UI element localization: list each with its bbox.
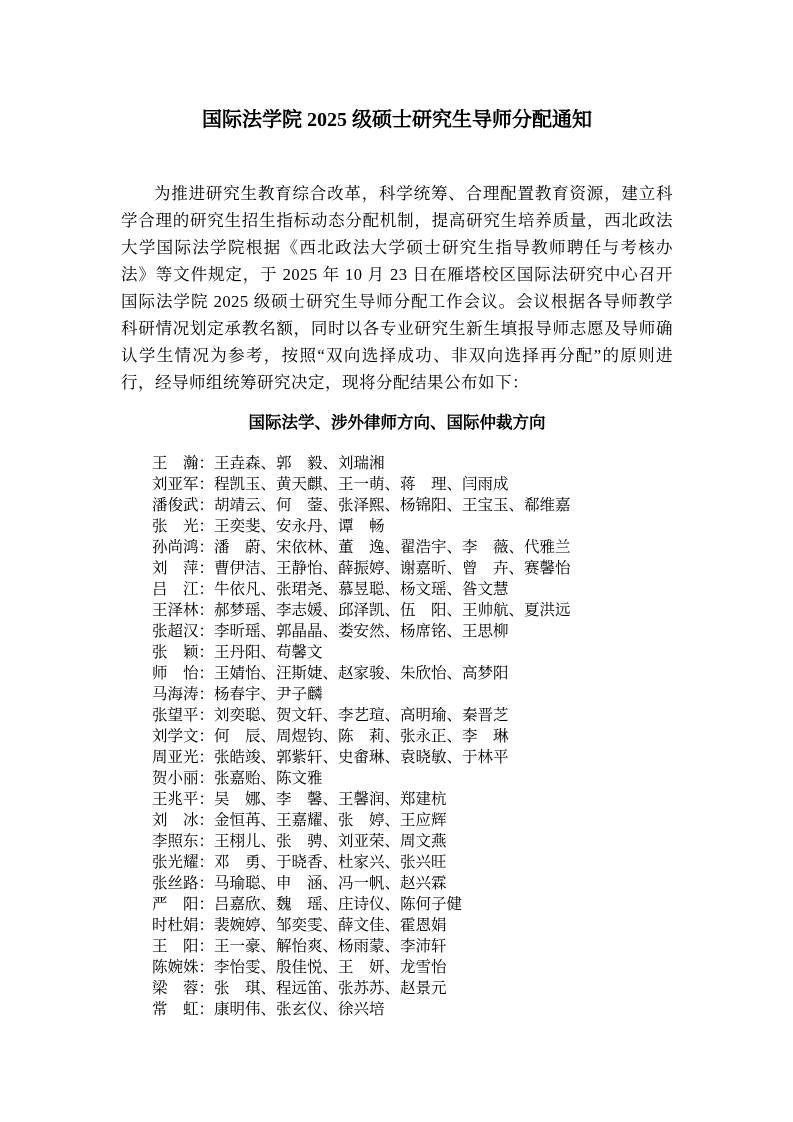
assignment-colon: ： — [198, 728, 215, 745]
assignment-row — [152, 957, 673, 978]
advisor-name: 贺小丽 — [152, 770, 199, 787]
assignment-row — [152, 789, 673, 810]
advisor-name: 吕 江 — [152, 581, 199, 598]
student-names: 曹伊洁、王静怡、薛振婷、谢嘉昕、曾 卉、赛馨怡 — [214, 560, 571, 577]
advisor-name: 周亚光 — [152, 749, 199, 766]
assignment-colon: ： — [198, 581, 215, 598]
advisor-name: 陈婉姝 — [152, 959, 199, 976]
advisor-name: 李照东 — [152, 833, 199, 850]
student-names: 何 辰、周煜钧、陈 莉、张永正、李 琳 — [214, 728, 509, 745]
assignment-row — [152, 747, 673, 768]
advisor-name: 张 光 — [152, 518, 199, 535]
assignment-colon: ： — [198, 623, 215, 640]
student-names: 王栩儿、张 骋、刘亚荣、周文燕 — [214, 833, 447, 850]
student-names: 吴 娜、李 馨、王馨润、郑建杭 — [214, 791, 447, 808]
student-names: 裴婉婷、邹奕雯、薛文佳、霍恩娟 — [214, 917, 447, 934]
student-names: 张皓竣、郭紫轩、史畬琳、袁晓敏、于林平 — [214, 749, 509, 766]
assignment-row — [152, 978, 673, 999]
student-names: 张嘉贻、陈文雅 — [214, 770, 323, 787]
advisor-name: 刘 冰 — [152, 812, 199, 829]
student-names: 吕嘉欣、魏 瑶、庄诗仪、陈何子健 — [214, 896, 463, 913]
advisor-name: 潘俊武 — [152, 497, 199, 514]
body-paragraph: 为推进研究生教育综合改革，科学统筹、合理配置教育资源，建立科学合理的研究生招生指标动态分配机制，提高研究生培养质量，西北政法大学国际法学院根据《西北政法大学硕士研究生指导教师聘任与考核办法》等文件规定，于 2025 年 10 月 23 日在雁塔校区国际法研究中心召开国际法学院 2025 级硕士研究生导师分配工作会议。会议根据各导师教学科研情况划定承教名额，同时以各专业研究生新生填报导师志愿及导师确认学生情况为参考，按照“双向选择成功、非双向选择再分配”的原则进行，经导师组统筹研究决定，现将分配结果公布如下： — [121, 184, 673, 392]
assignment-colon: ： — [198, 497, 215, 514]
assignment-colon: ： — [198, 455, 215, 472]
advisor-name: 严 阳 — [152, 896, 199, 913]
student-names: 牛依凡、张珺尧、慕昱聪、杨文瑶、昝文慧 — [214, 581, 509, 598]
assignment-colon: ： — [198, 812, 215, 829]
assignment-row — [152, 600, 673, 621]
assignment-colon: ： — [198, 665, 215, 682]
advisor-name: 王 瀚 — [152, 455, 199, 472]
assignment-colon: ： — [198, 707, 215, 724]
advisor-name: 王泽林 — [152, 602, 199, 619]
assignment-list — [152, 453, 673, 1020]
assignment-colon: ： — [198, 560, 215, 577]
assignment-row — [152, 852, 673, 873]
advisor-name: 刘 萍 — [152, 560, 199, 577]
advisor-name: 张望平 — [152, 707, 199, 724]
advisor-name: 梁 蓉 — [152, 980, 199, 997]
assignment-row — [152, 768, 673, 789]
assignment-row — [152, 663, 673, 684]
assignment-colon: ： — [198, 770, 215, 787]
advisor-name: 王兆平 — [152, 791, 199, 808]
student-names: 金恒苒、王嘉耀、张 婷、王应辉 — [214, 812, 447, 829]
advisor-name: 刘亚军 — [152, 476, 199, 493]
student-names: 马瑜聪、申 涵、冯一帆、赵兴霖 — [214, 875, 447, 892]
assignment-row — [152, 516, 673, 537]
student-names: 王垚森、郭 毅、刘瑞湘 — [214, 455, 385, 472]
assignment-row — [152, 642, 673, 663]
assignment-colon: ： — [198, 854, 215, 871]
assignment-colon: ： — [198, 938, 215, 955]
assignment-colon: ： — [198, 1001, 215, 1018]
student-names: 李昕瑶、郭晶晶、娄安然、杨席铭、王思柳 — [214, 623, 509, 640]
assignment-colon: ： — [198, 833, 215, 850]
assignment-row — [152, 831, 673, 852]
assignment-row — [152, 936, 673, 957]
assignment-colon: ： — [198, 749, 215, 766]
student-names: 王婧怡、汪斯婕、赵家骏、朱欣怡、高梦阳 — [214, 665, 509, 682]
advisor-name: 张 颖 — [152, 644, 199, 661]
advisor-name: 师 怡 — [152, 665, 199, 682]
assignment-colon: ： — [198, 791, 215, 808]
document-title: 国际法学院 2025 级硕士研究生导师分配通知 — [202, 109, 592, 131]
assignment-colon: ： — [198, 959, 215, 976]
advisor-name: 马海涛 — [152, 686, 199, 703]
student-names: 邓 勇、于晓香、杜家兴、张兴旺 — [214, 854, 447, 871]
assignment-colon: ： — [198, 539, 215, 556]
student-names: 刘奕聪、贺文轩、李艺瑄、高明瑜、秦晋芝 — [214, 707, 509, 724]
assignment-colon: ： — [198, 602, 215, 619]
assignment-colon: ： — [198, 476, 215, 493]
assignment-row — [152, 621, 673, 642]
assignment-colon: ： — [198, 518, 215, 535]
assignment-colon: ： — [198, 875, 215, 892]
assignment-colon: ： — [198, 686, 215, 703]
assignment-colon: ： — [198, 896, 215, 913]
student-names: 张 琪、程远笛、张苏苏、赵景元 — [214, 980, 447, 997]
assignment-row — [152, 537, 673, 558]
assignment-row — [152, 999, 673, 1020]
assignment-colon: ： — [198, 644, 215, 661]
assignment-row — [152, 705, 673, 726]
student-names: 胡靖云、何 蓥、张泽熙、杨锦阳、王宝玉、郗维嘉 — [214, 497, 571, 514]
assignment-row — [152, 684, 673, 705]
assignment-row — [152, 579, 673, 600]
student-names: 王奕斐、安永丹、谭 畅 — [214, 518, 385, 535]
assignment-row — [152, 495, 673, 516]
student-names: 程凯玉、黄天麒、王一萌、蒋 理、闫雨成 — [214, 476, 509, 493]
student-names: 王丹阳、苟馨文 — [214, 644, 323, 661]
advisor-name: 孙尚鸿 — [152, 539, 199, 556]
advisor-name: 刘学文 — [152, 728, 199, 745]
student-names: 潘 蔚、宋依林、董 逸、翟浩宇、李 薇、代雅兰 — [214, 539, 571, 556]
student-names: 杨春宇、尹子麟 — [214, 686, 323, 703]
student-names: 康明伟、张玄仪、徐兴培 — [214, 1001, 385, 1018]
advisor-name: 张丝路 — [152, 875, 199, 892]
student-names: 王一豪、解怡爽、杨雨蒙、李沛轩 — [214, 938, 447, 955]
assignment-row — [152, 474, 673, 495]
assignment-row — [152, 810, 673, 831]
assignment-row — [152, 726, 673, 747]
advisor-name: 时杜娟 — [152, 917, 199, 934]
assignment-row — [152, 453, 673, 474]
student-names: 李怡雯、殷佳悦、王 妍、龙雪怡 — [214, 959, 447, 976]
assignment-colon: ： — [198, 917, 215, 934]
advisor-name: 常 虹 — [152, 1001, 199, 1018]
assignment-colon: ： — [198, 980, 215, 997]
assignment-row — [152, 915, 673, 936]
advisor-name: 张光耀 — [152, 854, 199, 871]
assignment-row — [152, 894, 673, 915]
student-names: 郝梦瑶、李志媛、邱泽凯、伍 阳、王帅航、夏洪远 — [214, 602, 571, 619]
advisor-name: 王 阳 — [152, 938, 199, 955]
assignment-row — [152, 873, 673, 894]
advisor-name: 张超汉 — [152, 623, 199, 640]
section-heading: 国际法学、涉外律师方向、国际仲裁方向 — [248, 413, 546, 432]
assignment-row — [152, 558, 673, 579]
